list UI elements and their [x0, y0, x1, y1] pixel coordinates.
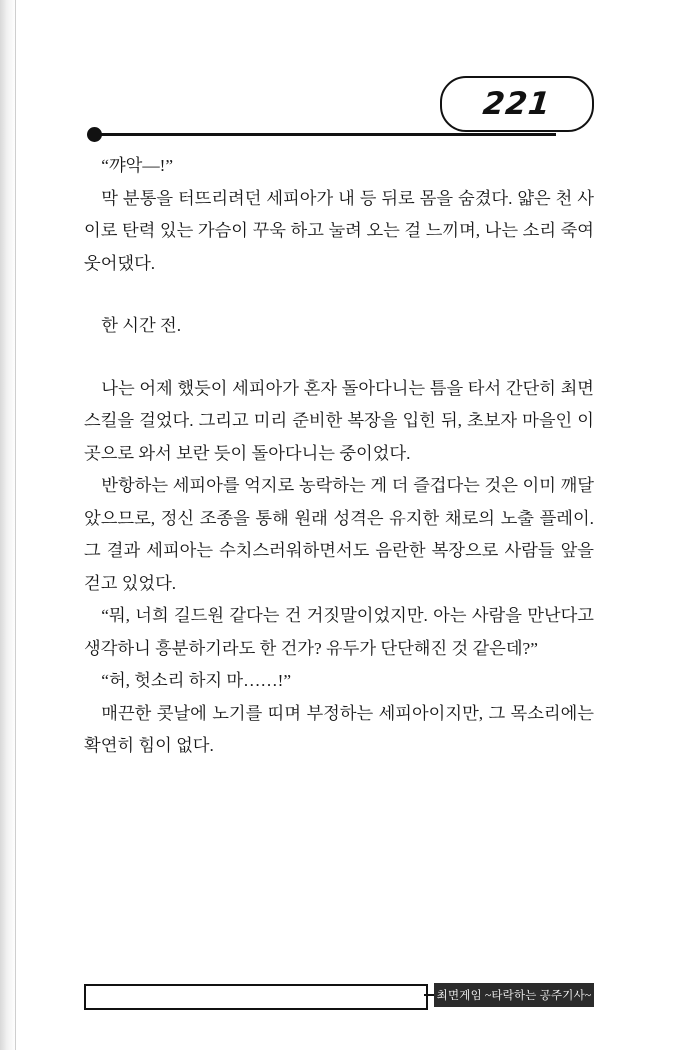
footer-series-tag: [434, 983, 594, 1007]
paragraph: 나는 어제 했듯이 세피아가 혼자 돌아다니는 틈을 타서 간단히 최면 스킬을 걸었다. 그리고 미리 준비한 복장을 입힌 뒤, 초보자 마을인 이곳으로 와서 보란 듯이 돌아다니는 중이었다.: [84, 378, 594, 463]
paragraph: “허, 헛소리 하지 마……!”: [101, 671, 292, 690]
paragraph: 반항하는 세피아를 억지로 농락하는 게 더 즐겁다는 것은 이미 깨달았으므로, 정신 조종을 통해 원래 성격은 유지한 채로의 노출 플레이. 그 결과 세피아는 수치스러워하면서도 음란한 복장으로 사람들 앞을 걷고 있었다.: [84, 476, 594, 593]
paragraph: 매끈한 콧날에 노기를 띠며 부정하는 세피아이지만, 그 목소리에는 확연히 힘이 없다.: [84, 703, 594, 755]
page-body-text: [84, 150, 594, 763]
header-dot-icon: [87, 127, 102, 142]
header-rule: [96, 133, 556, 136]
paragraph: 막 분통을 터뜨리려던 세피아가 내 등 뒤로 몸을 숨겼다. 얇은 천 사이로 탄력 있는 가슴이 꾸욱 하고 눌려 오는 걸 느끼며, 나는 소리 죽여 웃어댔다.: [84, 188, 594, 273]
page-binding-shadow: [0, 0, 16, 1050]
paragraph: 한 시간 전.: [101, 316, 182, 335]
page-number-badge: [440, 76, 594, 132]
page-binding-line: [15, 0, 16, 1050]
footer-decorative-box: [84, 984, 428, 1010]
page-number-text: 221: [481, 86, 553, 122]
paragraph: “꺄악―!”: [101, 156, 174, 175]
footer-series-label: 최면게임 ~타락하는 공주기사~: [436, 990, 592, 1002]
paragraph: “뭐, 너희 길드원 같다는 건 거짓말이었지만. 아는 사람을 만난다고 생각하니 흥분하기라도 한 건가? 유두가 단단해진 것 같은데?”: [84, 606, 594, 658]
footer-connector-line: [424, 994, 434, 996]
